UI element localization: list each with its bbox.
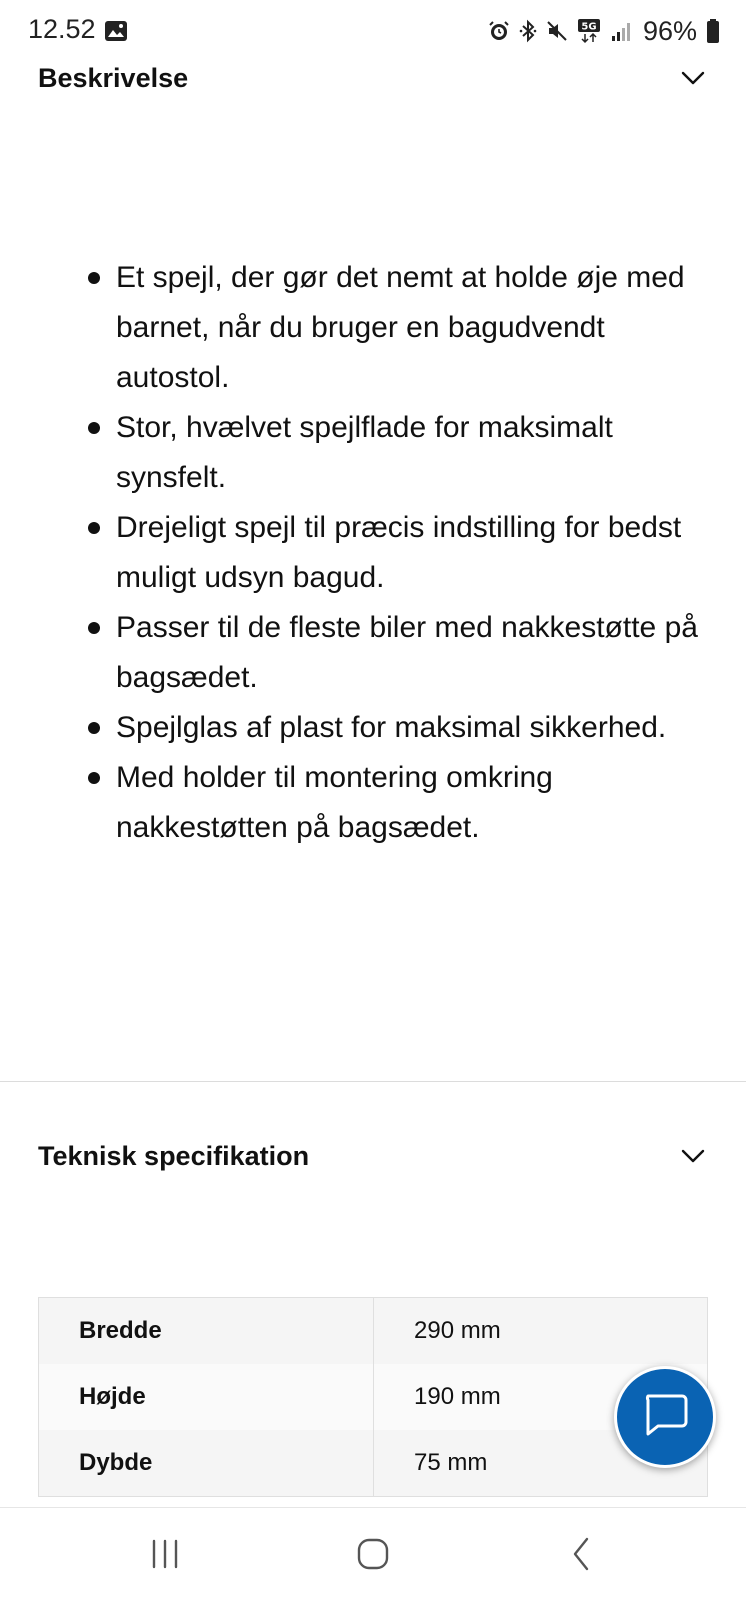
list-item — [86, 503, 716, 603]
back-button[interactable] — [558, 1533, 604, 1579]
list-item-text: Med holder til montering omkring nakkestøtten på bagsædet. — [116, 761, 553, 844]
chevron-down-icon[interactable] — [678, 63, 708, 93]
list-item-text: Passer til de fleste biler med nakkestøtte på bagsædet. — [116, 611, 698, 694]
chat-button[interactable] — [614, 1366, 716, 1468]
table-row — [39, 1430, 707, 1496]
status-bar — [0, 0, 746, 64]
bluetooth-icon — [519, 19, 537, 43]
spec-value: 290 mm — [414, 1317, 501, 1344]
bullet — [88, 622, 100, 634]
svg-text:5G: 5G — [581, 21, 597, 33]
bullet — [88, 772, 100, 784]
mute-icon — [546, 20, 568, 42]
table-row — [39, 1298, 707, 1364]
chevron-down-icon[interactable] — [678, 1141, 708, 1171]
bullet — [88, 522, 100, 534]
back-icon — [569, 1536, 593, 1577]
list-item-text: Spejlglas af plast for maksimal sikkerhed. — [116, 711, 667, 744]
list-item — [86, 603, 716, 703]
list-item — [86, 753, 716, 853]
description-list — [86, 253, 716, 853]
list-item-text: Drejeligt spejl til præcis indstilling for bedst muligt udsyn bagud. — [116, 511, 682, 594]
specification-header[interactable] — [38, 1134, 708, 1178]
gallery-icon — [104, 20, 128, 42]
bullet — [88, 722, 100, 734]
bullet — [88, 422, 100, 434]
list-item — [86, 703, 716, 753]
spec-value: 190 mm — [414, 1383, 501, 1410]
system-nav-bar — [0, 1507, 746, 1600]
signal-icon — [610, 20, 632, 42]
spec-value: 75 mm — [414, 1449, 488, 1476]
5g-icon — [577, 18, 601, 44]
spec-label: Bredde — [39, 1298, 374, 1364]
list-item — [86, 253, 716, 403]
spec-label: Højde — [39, 1364, 374, 1430]
description-header[interactable] — [38, 56, 708, 100]
list-item-text: Stor, hvælvet spejlflade for maksimalt synsfelt. — [116, 411, 613, 494]
specification-table — [38, 1297, 708, 1497]
home-button[interactable] — [350, 1533, 396, 1579]
specification-title: Teknisk specifikation — [38, 1140, 310, 1171]
description-title: Beskrivelse — [38, 62, 189, 93]
chat-bubble-icon — [640, 1392, 690, 1443]
battery-icon — [706, 18, 720, 44]
recent-apps-icon — [148, 1538, 182, 1575]
list-item — [86, 403, 716, 503]
recent-apps-button[interactable] — [142, 1533, 188, 1579]
spec-label: Dybde — [39, 1430, 374, 1496]
battery-percent: 96% — [642, 15, 697, 46]
section-divider — [0, 1081, 746, 1082]
bullet — [88, 272, 100, 284]
status-time: 12.52 — [28, 14, 96, 44]
status-icons — [488, 14, 720, 48]
table-row — [39, 1364, 707, 1430]
home-icon — [356, 1537, 390, 1576]
list-item-text: Et spejl, der gør det nemt at holde øje med barnet, når du bruger en bagudvendt autostol. — [116, 261, 685, 394]
alarm-icon — [488, 20, 510, 42]
